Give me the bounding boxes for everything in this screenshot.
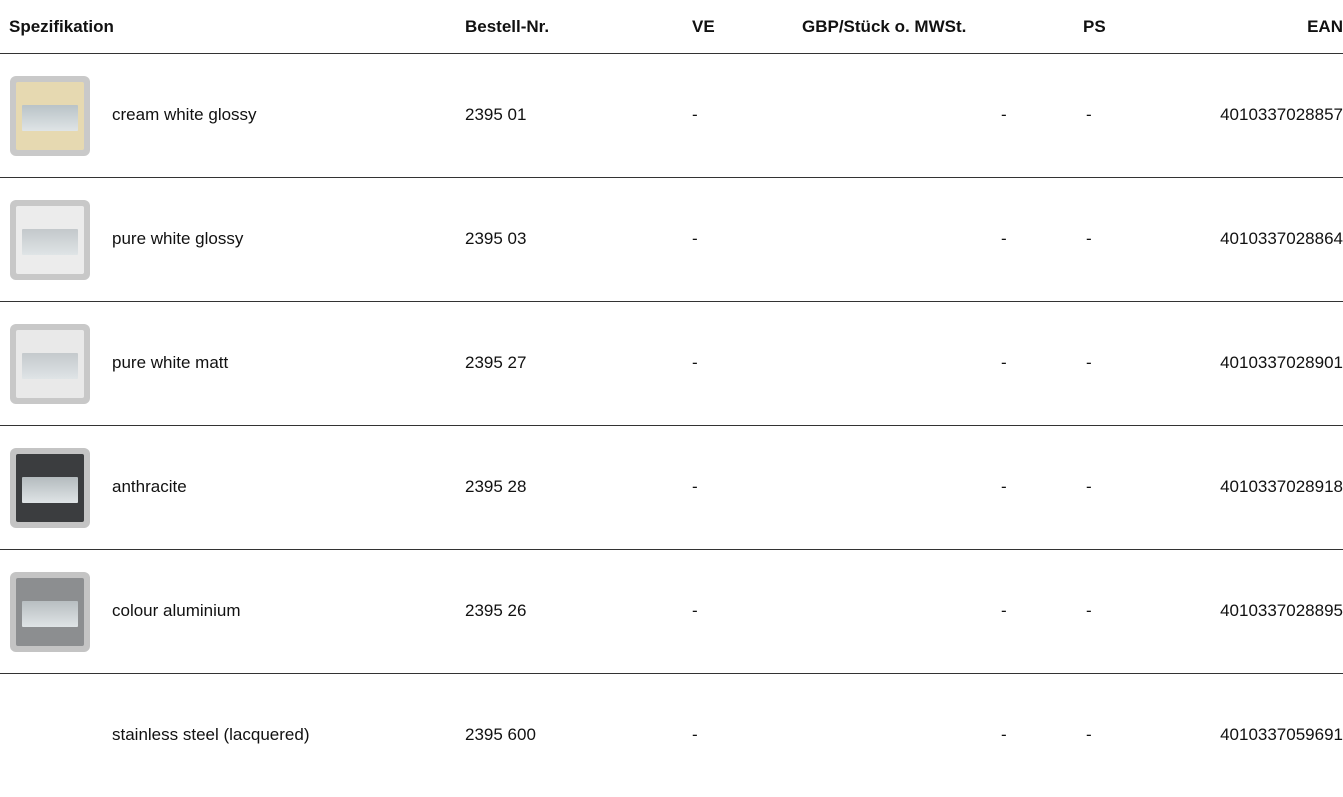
cell-ean: 4010337028895 [1220,601,1343,620]
table-row [0,426,1343,550]
cell-ean: 4010337028901 [1220,353,1343,372]
cell-ps: - [1086,477,1092,496]
cell-spezifikation: stainless steel (lacquered) [112,725,310,744]
cell-ve: - [692,105,698,124]
cell-ps: - [1086,353,1092,372]
cell-bestell-nr: 2395 28 [465,477,527,496]
cell-ean: 4010337028918 [1220,477,1343,496]
cell-ve: - [692,725,698,744]
cell-ps: - [1086,229,1092,248]
product-thumbnail [10,572,90,652]
cell-ps: - [1086,601,1092,620]
cell-ve: - [692,229,698,248]
table-row [0,674,1343,797]
cell-ve: - [692,353,698,372]
table-row [0,178,1343,302]
header-bestell-nr: Bestell-Nr. [465,17,550,36]
header-price: GBP/Stück o. MWSt. [802,17,967,36]
header-ve: VE [692,17,715,36]
header-spezifikation: Spezifikation [9,17,114,36]
cell-ean: 4010337059691 [1220,725,1343,744]
cell-bestell-nr: 2395 01 [465,105,527,124]
cell-ve: - [692,477,698,496]
cell-spezifikation: pure white matt [112,353,229,372]
table-row [0,550,1343,674]
cell-price: - [1001,353,1007,372]
cell-ean: 4010337028857 [1220,105,1343,124]
cell-price: - [1001,725,1007,744]
cell-bestell-nr: 2395 03 [465,229,527,248]
cell-bestell-nr: 2395 27 [465,353,527,372]
cell-spezifikation: colour aluminium [112,601,241,620]
cell-price: - [1001,477,1007,496]
header-ean: EAN [1307,17,1343,36]
cell-price: - [1001,229,1007,248]
cell-spezifikation: cream white glossy [112,105,257,124]
cell-bestell-nr: 2395 26 [465,601,527,620]
cell-ve: - [692,601,698,620]
table-header [0,0,1343,54]
cell-price: - [1001,105,1007,124]
cell-bestell-nr: 2395 600 [465,725,536,744]
table-row [0,302,1343,426]
table-row [0,54,1343,178]
cell-ean: 4010337028864 [1220,229,1343,248]
cell-price: - [1001,601,1007,620]
product-thumbnail [10,448,90,528]
cell-ps: - [1086,725,1092,744]
product-thumbnail [10,76,90,156]
header-ps: PS [1083,17,1106,36]
product-thumbnail [10,200,90,280]
cell-spezifikation: pure white glossy [112,229,244,248]
product-thumbnail [10,324,90,404]
cell-spezifikation: anthracite [112,477,187,496]
cell-ps: - [1086,105,1092,124]
